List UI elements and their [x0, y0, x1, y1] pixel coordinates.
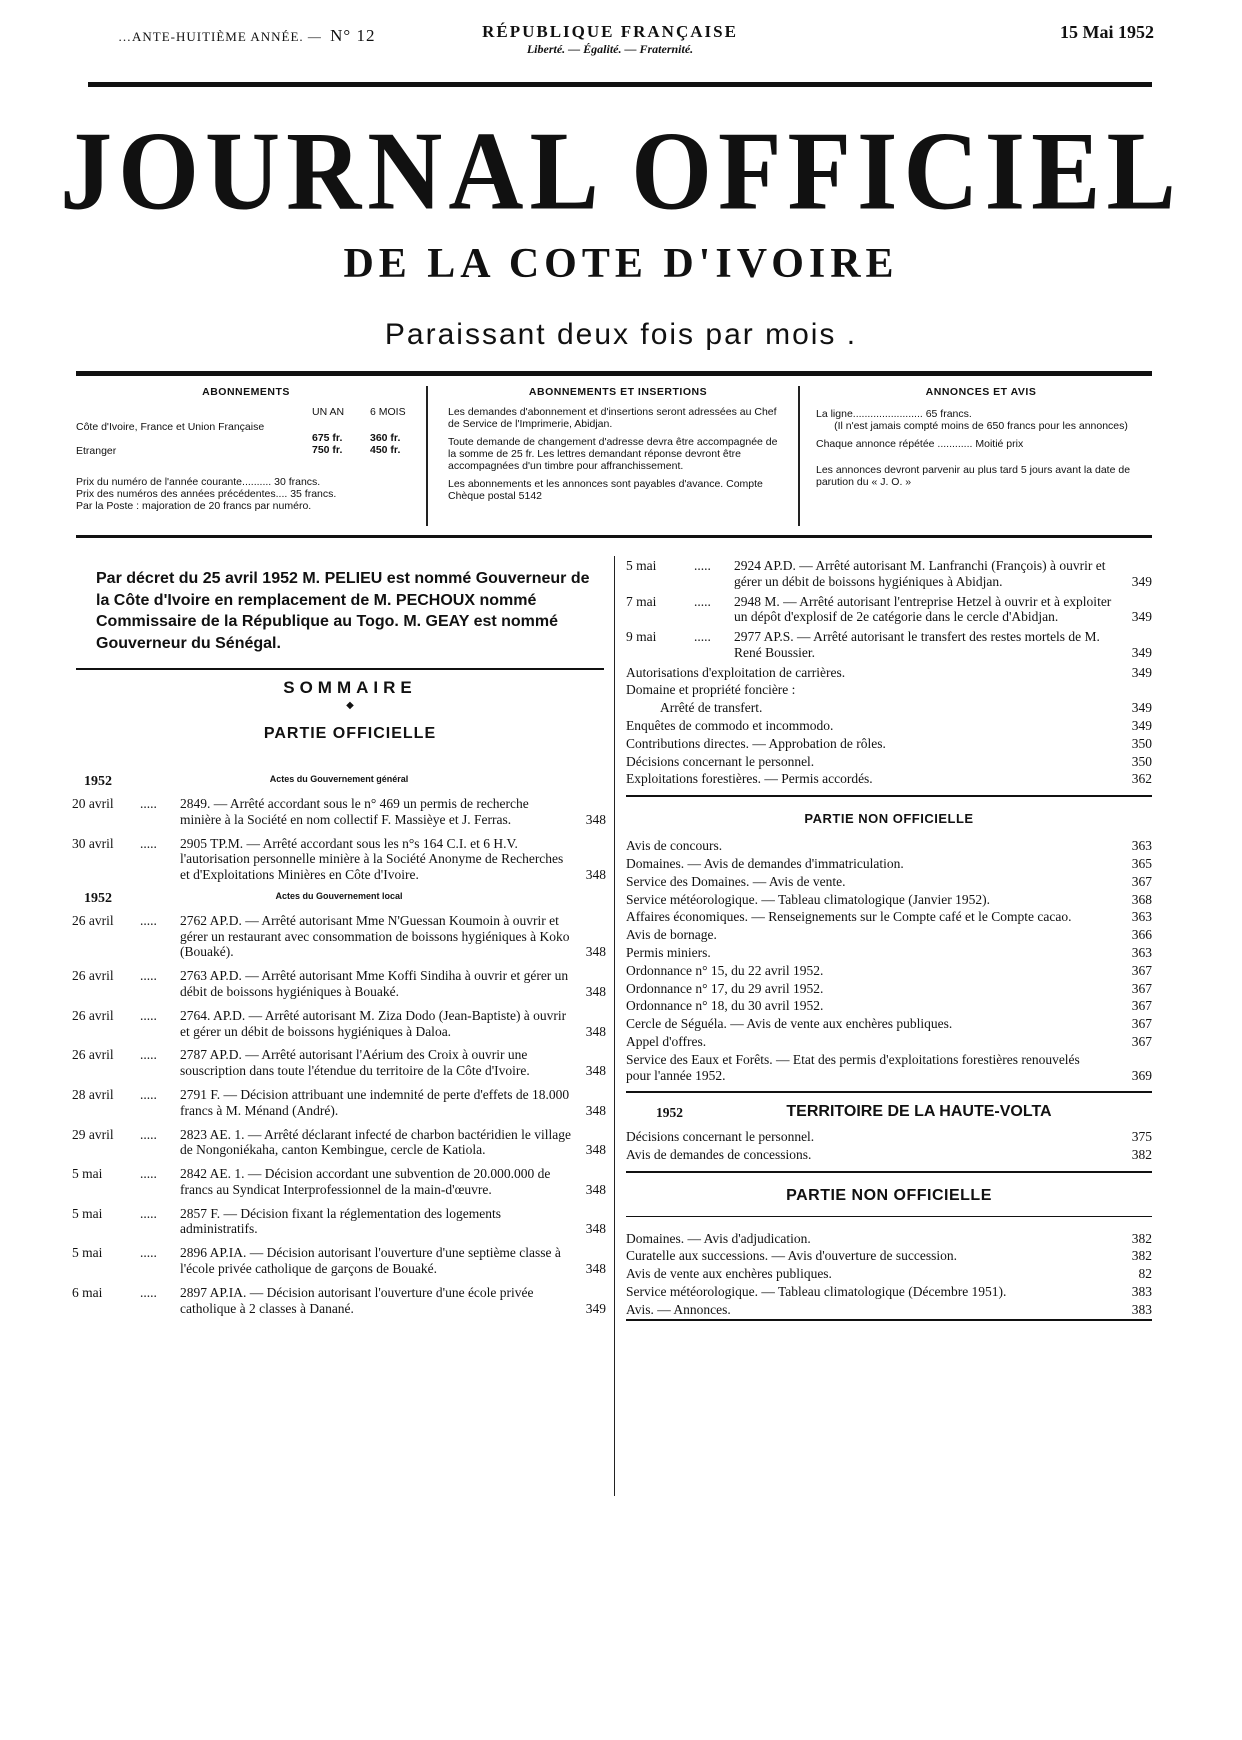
toc-item	[626, 963, 1152, 979]
entry-leader: .....	[140, 1166, 157, 1182]
entry-date: 9 mai	[626, 629, 657, 645]
toc-item	[626, 1302, 1152, 1318]
annonces-line-2: (Il n'est jamais compté moins de 650 francs pour les annonces)	[834, 420, 1128, 433]
item-text: Service des Domaines. — Avis de vente.	[626, 873, 846, 889]
insertions-column	[448, 386, 788, 503]
entry-page: 349	[1131, 609, 1152, 625]
toc-entry	[626, 594, 1152, 626]
item-text: Avis de demandes de concessions.	[626, 1147, 812, 1163]
entry-date: 26 avril	[72, 1007, 114, 1023]
entry-page: 348	[585, 984, 606, 1000]
toc-entry	[72, 836, 606, 883]
price-note-2: Prix des numéros des années précédentes.... 35 francs.	[76, 488, 337, 501]
annonces-line-1: La ligne........................ 65 francs.	[816, 408, 972, 421]
entry-text: 2924 AP.D. — Arrêté autorisant M. Lanfranchi (François) à ouvrir et gérer un débit de boissons hygiéniques à Abidjan.	[734, 558, 1106, 589]
entry-page: 349	[1131, 644, 1152, 660]
section-rule	[626, 1171, 1152, 1173]
toc-entry	[72, 1087, 606, 1119]
toc-item	[626, 1284, 1152, 1300]
entry-leader: .....	[140, 912, 157, 928]
tagline-rule	[76, 371, 1152, 376]
item-page: 367	[1131, 962, 1152, 978]
item-text: Cercle de Séguéla. — Avis de vente aux enchères publiques.	[626, 1016, 953, 1032]
right-items-haute-volta	[626, 1129, 1152, 1163]
entry-text: 2787 AP.D. — Arrêté autorisant l'Aérium des Croix à ouvrir une souscription dans toute l'étendue du territoire de la Côte d'Ivoire.	[180, 1047, 530, 1079]
masthead-rule	[88, 82, 1152, 87]
toc-item	[626, 856, 1152, 872]
entry-leader: .....	[140, 835, 157, 851]
row1-six-mois: 360 fr.	[370, 432, 401, 445]
entry-page: 348	[585, 1260, 606, 1276]
toc-entry	[72, 1047, 606, 1079]
item-text: Avis de bornage.	[626, 927, 717, 943]
entry-page: 348	[585, 867, 606, 883]
entries-gouv-general	[72, 796, 606, 883]
republic-motto: Liberté. — Égalité. — Fraternité.	[526, 42, 694, 56]
journal-subtitle: DE LA COTE D'IVOIRE	[343, 241, 899, 287]
right-entries	[626, 558, 1152, 661]
item-text: Permis miniers.	[626, 945, 711, 961]
toc-item	[626, 1034, 1152, 1050]
row2-six-mois: 450 fr.	[370, 444, 401, 457]
item-text: Décisions concernant le personnel.	[626, 1129, 815, 1145]
item-text: Autorisations d'exploitation de carrières.	[626, 664, 846, 680]
partie-officielle-title: PARTIE OFFICIELLE	[263, 725, 437, 742]
abonnements-column	[76, 386, 416, 512]
year-label: 1952	[84, 890, 112, 906]
toc-item	[626, 1266, 1152, 1282]
entry-text: 2897 AP.IA. — Décision autorisant l'ouverture d'une école privée catholique à 2 classes à Danané.	[180, 1284, 534, 1316]
entry-page: 348	[585, 1063, 606, 1079]
price-note-1: Prix du numéro de l'année courante.......... 30 francs.	[76, 476, 321, 489]
toc-item	[626, 927, 1152, 943]
decree-announcement: Par décret du 25 avril 1952 M. PELIEU est nommé Gouverneur de la Côte d'Ivoire en remplacement de M. PECHOUX nommé Commissaire de la République au Togo. M. GEAY est nommé Gouverneur du Sénégal.	[96, 570, 590, 652]
toc-item	[626, 1129, 1152, 1145]
row2-un-an: 750 fr.	[312, 444, 343, 457]
entry-leader: .....	[140, 796, 157, 811]
entry-leader: .....	[140, 1047, 157, 1063]
item-page: 382	[1131, 1230, 1152, 1246]
price-note-3: Par la Poste : majoration de 20 francs par numéro.	[76, 500, 312, 513]
section-gouv-general	[72, 774, 606, 796]
entry-leader: .....	[694, 593, 711, 609]
toc-item	[626, 736, 1152, 752]
toc-item	[626, 771, 1152, 787]
item-text: Affaires économiques. — Renseignements sur le Compte café et le Compte cacao.	[626, 909, 1072, 925]
item-page: 382	[1131, 1248, 1152, 1264]
entry-text: 2762 AP.D. — Arrêté autorisant Mme N'Guessan Koumoin à ouvrir et gérer un restaurant avec consommation de boissons hygiéniques à Koko (Bouaké).	[180, 912, 570, 960]
entry-text: 2764. AP.D. — Arrêté autorisant M. Ziza Dodo (Jean-Baptiste) à ouvrir et gérer un débit de boissons hygiéniques à Daloa.	[180, 1007, 567, 1039]
insertions-title: ABONNEMENTS ET INSERTIONS	[528, 386, 708, 398]
entry-date: 26 avril	[72, 968, 114, 984]
entry-date: 20 avril	[72, 796, 114, 811]
item-page: 367	[1131, 1033, 1152, 1049]
journal-title: JOURNAL OFFICIEL	[60, 109, 1182, 234]
entry-date: 5 mai	[72, 1166, 103, 1182]
subscription-box	[76, 380, 1152, 530]
entry-page: 348	[585, 811, 606, 827]
entry-leader: .....	[140, 1126, 157, 1142]
item-page: 365	[1131, 856, 1152, 872]
toc-entry	[72, 1008, 606, 1040]
entry-date: 7 mai	[626, 593, 657, 609]
entries-gouv-local	[72, 913, 606, 1316]
annonces-title: ANNONCES ET AVIS	[925, 386, 1037, 398]
toc-entry	[72, 913, 606, 960]
abonnements-title: ABONNEMENTS	[202, 386, 290, 398]
entry-page: 348	[585, 1023, 606, 1039]
toc-entry	[72, 1166, 606, 1198]
partie-non-officielle-title-2: PARTIE NON OFFICIELLE	[786, 1186, 992, 1204]
entry-text: 2896 AP.IA. — Décision autorisant l'ouverture d'une septième classe à l'école privée catholique de garçons de Bouaké.	[180, 1245, 561, 1276]
hv-title: TERRITOIRE DE LA HAUTE-VOLTA	[786, 1103, 1052, 1121]
subscription-divider-1	[426, 386, 428, 526]
entry-page: 348	[585, 1102, 606, 1118]
item-text: Domaines. — Avis d'adjudication.	[626, 1230, 811, 1246]
item-text: Appel d'offres.	[626, 1033, 707, 1049]
item-page: 350	[1131, 735, 1152, 751]
entry-leader: .....	[140, 1284, 157, 1300]
item-text: Service des Eaux et Forêts. — Etat des permis d'exploitations forestières renouvelés pour l'année 1952.	[626, 1051, 1080, 1083]
column-separator	[614, 556, 615, 1496]
item-page: 349	[1131, 718, 1152, 734]
entry-text: 2977 AP.S. — Arrêté autorisant le transfert des restes mortels de M. René Boussier.	[734, 629, 1100, 660]
toc-item	[626, 981, 1152, 997]
subscription-rule	[76, 535, 1152, 538]
entry-leader: .....	[694, 558, 711, 573]
right-items-hv-non-officielle	[626, 1231, 1152, 1318]
entry-text: 2849. — Arrêté accordant sous le n° 469 un permis de recherche minière à la Société en nom collectif F. Massièye et J. Ferras.	[180, 796, 529, 827]
item-page: 368	[1131, 891, 1152, 907]
item-page: 363	[1131, 909, 1152, 925]
toc-item	[626, 945, 1152, 961]
item-page: 369	[1131, 1067, 1152, 1083]
item-text: Avis de vente aux enchères publiques.	[626, 1266, 832, 1282]
item-text: Enquêtes de commodo et incommodo.	[626, 718, 834, 734]
entry-leader: .....	[140, 968, 157, 984]
item-page: 363	[1131, 945, 1152, 961]
entry-text: 2842 AE. 1. — Décision accordant une subvention de 20.000.000 de francs au Syndicat Interprofessionnel de la main-d'œuvre.	[180, 1166, 551, 1197]
item-page: 375	[1131, 1129, 1152, 1145]
right-items-officielle	[626, 665, 1152, 787]
section-title: Actes du Gouvernement local	[275, 890, 403, 901]
item-text: Ordonnance n° 17, du 29 avril 1952.	[626, 980, 824, 996]
item-text: Ordonnance n° 18, du 30 avril 1952.	[626, 998, 824, 1014]
item-page: 382	[1131, 1147, 1152, 1163]
item-text: Contributions directes. — Approbation de rôles.	[626, 735, 886, 751]
toc-item	[626, 1231, 1152, 1247]
item-page: 349	[1131, 664, 1152, 680]
entry-leader: .....	[694, 629, 711, 645]
item-page: 363	[1131, 838, 1152, 854]
item-page: 350	[1131, 753, 1152, 769]
entry-text: 2791 F. — Décision attribuant une indemnité de perte d'effets de 18.000 francs à M. Ménand (André).	[180, 1086, 570, 1118]
item-text: Curatelle aux successions. — Avis d'ouverture de succession.	[626, 1248, 957, 1264]
toc-entry	[72, 796, 606, 828]
toc-item	[626, 874, 1152, 890]
toc-item	[626, 1248, 1152, 1264]
item-text: Avis de concours.	[626, 838, 723, 854]
decree-rule	[76, 668, 604, 670]
item-page: 367	[1131, 1016, 1152, 1032]
item-text: Arrêté de transfert.	[660, 700, 763, 716]
item-page: 367	[1131, 873, 1152, 889]
item-page: 349	[1131, 700, 1152, 716]
item-text: Exploitations forestières. — Permis accordés.	[626, 771, 873, 787]
entry-leader: .....	[140, 1245, 157, 1261]
partie-non-officielle-title: PARTIE NON OFFICIELLE	[804, 811, 974, 827]
toc-entry	[626, 629, 1152, 661]
item-text: Service météorologique. — Tableau climatologique (Décembre 1951).	[626, 1283, 1007, 1299]
entry-page: 348	[585, 1181, 606, 1197]
republic-name: RÉPUBLIQUE FRANÇAISE	[482, 22, 738, 41]
item-text: Avis. — Annonces.	[626, 1301, 731, 1317]
item-page: 366	[1131, 927, 1152, 943]
year-label-text: …ANTE-HUITIÈME ANNÉE. —	[118, 29, 322, 44]
row1-label: Côte d'Ivoire, France et Union Française	[76, 421, 265, 434]
right-toc-column	[626, 558, 1152, 1321]
toc-item	[626, 998, 1152, 1014]
toc-item	[626, 838, 1152, 854]
entry-leader: .....	[140, 1205, 157, 1221]
item-text: Service météorologique. — Tableau climatologique (Janvier 1952).	[626, 891, 990, 907]
toc-item	[626, 1016, 1152, 1032]
col-un-an: UN AN	[312, 406, 345, 419]
item-page: 383	[1131, 1301, 1152, 1317]
toc-item	[626, 754, 1152, 770]
item-page: 383	[1131, 1283, 1152, 1299]
year-label	[118, 26, 375, 46]
item-text: Ordonnance n° 15, du 22 avril 1952.	[626, 962, 824, 978]
toc-item	[626, 700, 1152, 716]
bottom-rule	[626, 1319, 1152, 1321]
diamond-ornament: ◆	[346, 700, 354, 711]
section-gouv-local	[72, 891, 606, 913]
section-rule	[626, 1216, 1152, 1217]
entry-date: 29 avril	[72, 1126, 114, 1142]
item-page: 362	[1131, 771, 1152, 787]
issue-number: N° 12	[330, 26, 376, 45]
item-text: Domaines. — Avis de demandes d'immatriculation.	[626, 856, 904, 872]
toc-item	[626, 1147, 1152, 1163]
item-page: 82	[1138, 1266, 1152, 1282]
entry-page: 349	[585, 1300, 606, 1316]
toc-item	[626, 718, 1152, 734]
journal-tagline: Paraissant deux fois par mois .	[384, 318, 858, 351]
col-six-mois: 6 MOIS	[370, 406, 406, 419]
toc-item	[626, 1052, 1152, 1084]
item-page: 367	[1131, 980, 1152, 996]
annonces-column	[816, 386, 1146, 488]
republic-block	[440, 22, 780, 57]
subscription-divider-2	[798, 386, 800, 526]
entry-date: 5 mai	[72, 1205, 103, 1221]
item-text: Décisions concernant le personnel.	[626, 753, 815, 769]
toc-item	[626, 665, 1152, 681]
toc-entry	[72, 1127, 606, 1159]
hv-year: 1952	[656, 1105, 683, 1121]
toc-entry	[72, 1285, 606, 1317]
entry-page: 349	[1131, 573, 1152, 589]
row2-label: Etranger	[76, 445, 117, 458]
toc-item	[626, 909, 1152, 925]
entry-date: 5 mai	[626, 558, 657, 573]
entry-page: 348	[585, 1221, 606, 1237]
haute-volta-heading	[626, 1103, 1152, 1123]
sommaire-heading	[96, 678, 604, 743]
item-page: 367	[1131, 998, 1152, 1014]
right-items-non-officielle	[626, 838, 1152, 1083]
row1-un-an: 675 fr.	[312, 432, 343, 445]
entry-text: 2823 AE. 1. — Arrêté déclarant infecté de charbon bactéridien le village de Nongoniékaha, canton Kembingue, cercle de Katiola.	[180, 1126, 571, 1158]
entry-date: 26 avril	[72, 912, 114, 928]
entry-date: 6 mai	[72, 1284, 103, 1300]
entry-page: 348	[585, 944, 606, 960]
left-toc-column	[72, 772, 606, 1324]
entry-date: 28 avril	[72, 1086, 114, 1102]
item-text: Domaine et propriété foncière :	[626, 682, 796, 698]
entry-text: 2857 F. — Décision fixant la réglementation des logements administratifs.	[180, 1205, 501, 1237]
entry-date: 5 mai	[72, 1245, 103, 1261]
section-title: Actes du Gouvernement général	[269, 774, 409, 784]
toc-entry	[626, 558, 1152, 590]
issue-date: 15 Mai 1952	[1060, 22, 1154, 42]
toc-item	[626, 892, 1152, 908]
insertions-para-1: Les demandes d'abonnement et d'insertions seront adressées au Chef de Service de l'Imprimerie, Abidjan.	[448, 406, 777, 431]
section-rule	[626, 795, 1152, 797]
masthead-top-line	[0, 22, 1242, 56]
year-label: 1952	[84, 774, 112, 789]
insertions-para-2: Toute demande de changement d'adresse devra être accompagnée de la somme de 25 fr. Les lettres demandant réponse devront être accompagnées d'un timbre pour affranchissement.	[448, 436, 778, 473]
insertions-para-3: Les abonnements et les annonces sont payables d'avance. Compte Chèque postal 5142	[448, 478, 763, 503]
section-rule	[626, 1091, 1152, 1093]
entry-text: 2905 TP.M. — Arrêté accordant sous les n°s 164 C.I. et 6 H.V. l'autorisation personnelle minière à la Société Anonyme de Recherches et d'Exploitations Minières en Côte d'Ivoire.	[180, 835, 564, 883]
toc-entry	[72, 1206, 606, 1238]
toc-entry	[72, 1245, 606, 1277]
sommaire-title: SOMMAIRE	[283, 678, 417, 697]
toc-entry	[72, 968, 606, 1000]
entry-text: 2763 AP.D. — Arrêté autorisant Mme Koffi Sindiha à ouvrir et gérer un débit de boissons hygiéniques à Bouaké.	[180, 968, 569, 1000]
entry-date: 30 avril	[72, 835, 114, 851]
entry-leader: .....	[140, 1007, 157, 1023]
annonces-line-3: Chaque annonce répétée ............ Moitié prix	[816, 438, 1024, 451]
annonces-line-4: Les annonces devront parvenir au plus tard 5 jours avant la date de parution du « J. O. »	[816, 464, 1131, 489]
entry-date: 26 avril	[72, 1047, 114, 1063]
toc-item	[626, 682, 1152, 698]
entry-page: 348	[585, 1142, 606, 1158]
entry-leader: .....	[140, 1086, 157, 1102]
entry-text: 2948 M. — Arrêté autorisant l'entreprise Hetzel à ouvrir et à exploiter un dépôt d'explosif de 2e catégorie dans le cercle d'Abidjan.	[734, 593, 1112, 625]
